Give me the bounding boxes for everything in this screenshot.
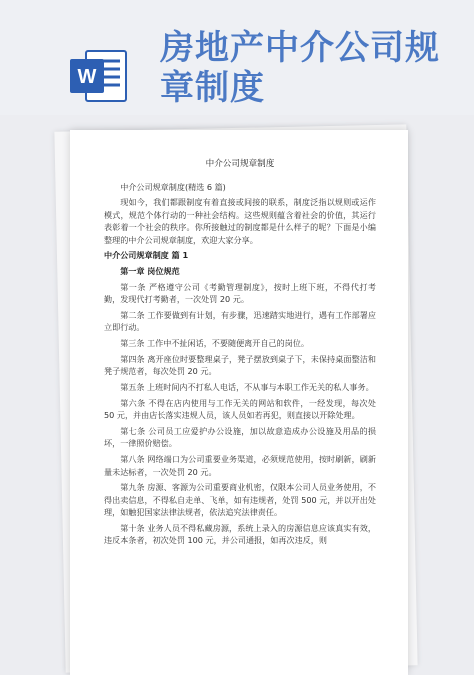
banner-header bbox=[0, 0, 474, 115]
paragraph: 第二条 工作要做到有计划，有步骤，迅速踏实地进行，遇有工作部署应立即行动。 bbox=[104, 309, 376, 333]
paragraph: 第九条 房源、客源为公司重要商业机密，仅限本公司人员业务使用，不得出卖信息，不得私自走单、飞单，如有违规者，处罚 500 元，并以开出处理，如触犯国家法律法规者，依法追究法律责任。 bbox=[104, 482, 376, 518]
paragraph-list bbox=[104, 181, 376, 547]
paragraph: 第七条 公司员工应爱护办公设施，加以故意造成办公设施及用品的损坏，一律照价赔偿。 bbox=[104, 425, 376, 449]
paragraph: 第四条 离开座位时要整理桌子，凳子摆放到桌子下，未保持桌面整洁和凳子规范者，每次处罚 20 元。 bbox=[104, 353, 376, 377]
document-page bbox=[70, 130, 408, 675]
paragraph: 第一条 严格遵守公司《考勤管理制度》，按时上班下班，不得代打考勤，发现代打考勤者，一次处罚 20 元。 bbox=[104, 281, 376, 305]
paragraph: 第五条 上班时间内不打私人电话，不从事与本职工作无关的私人事务。 bbox=[120, 382, 374, 392]
word-icon-letter: W bbox=[77, 66, 97, 88]
paragraph: 第六条 不得在店内使用与工作无关的网站和软件，一经发现，每次处 50 元，并由店长落实违规人员，该人员如若再犯，则直接以开除处理。 bbox=[104, 397, 376, 421]
paragraph: 第十条 业务人员不得私藏房源，系统上录入的房源信息应该真实有效，违反本条者，初次处罚 100 元，并公司通报，如再次违反，则 bbox=[104, 522, 376, 546]
document-heading: 中介公司规章制度 bbox=[205, 159, 275, 169]
section-heading: 第一章 岗位规范 bbox=[120, 266, 180, 277]
page-title: 房地产中介公司规章制度 bbox=[160, 28, 440, 108]
paragraph: 现如今，我们都跟制度有着直接或间接的联系，制度泛指以规则或运作模式，规范个体行动的一种社会结构。这些规则蕴含着社会的价值，其运行表彰着一个社会的秩序。你所接触过的制度都是什么样子的呢？下面是小编整理的中介公司规章制度，欢迎大家分享。 bbox=[104, 197, 376, 245]
paragraph: 第八条 网络端口为公司重要业务渠道，必须规范使用，按时刷新，刷新量未达标者，一次处罚 20 元。 bbox=[104, 454, 376, 477]
document-body bbox=[70, 158, 408, 550]
paragraph: 中介公司规章制度(精选 6 篇) bbox=[120, 181, 226, 192]
paragraph: 第三条 工作中不扯闲话，不要随便离开自己的岗位。 bbox=[120, 338, 309, 349]
word-document-icon bbox=[68, 45, 130, 107]
section-heading: 中介公司规章制度 篇 1 bbox=[104, 250, 189, 261]
